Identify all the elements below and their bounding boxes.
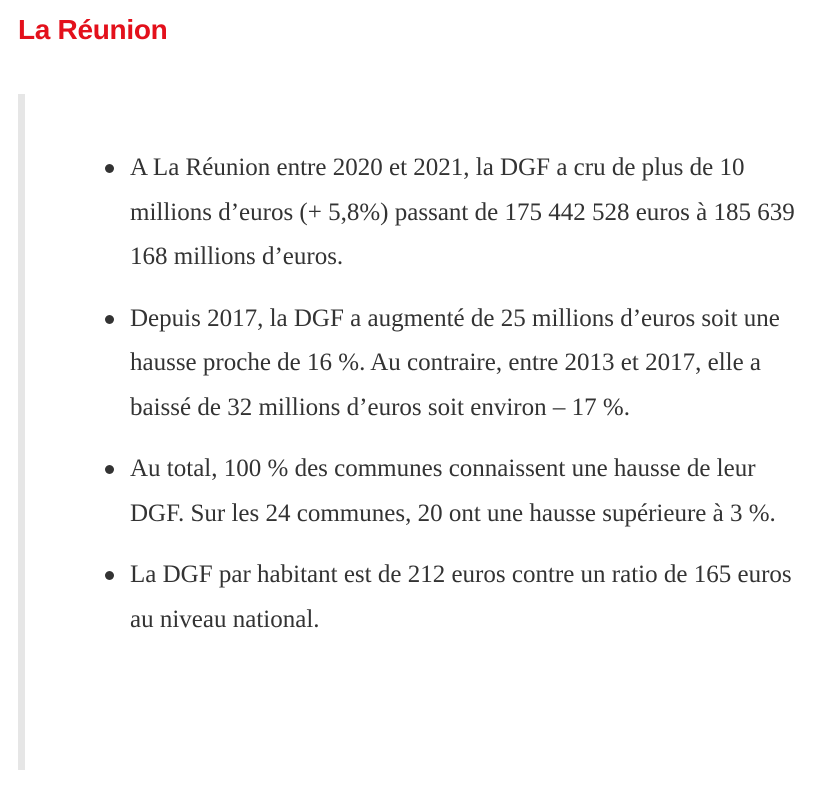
list-item-text: Au total, 100 % des communes connaissent une hausse de leur DGF. Sur les 24 communes, 20 ont une hausse supérieure à 3 %. — [130, 455, 776, 527]
blockquote — [18, 94, 808, 770]
list-item-text: La DGF par habitant est de 212 euros contre un ratio de 165 euros au niveau national. — [130, 561, 792, 633]
list-item — [103, 553, 803, 642]
list-item-text: A La Réunion entre 2020 et 2021, la DGF a cru de plus de 10 millions d’euros (+ 5,8%) passant de 175 442 528 euros à 185 639 168 millions d’euros. — [130, 154, 795, 270]
list-item-text: Depuis 2017, la DGF a augmenté de 25 millions d’euros soit une hausse proche de 16 %. Au contraire, entre 2013 et 2017, elle a baissé de 32 millions d’euros soit environ – 17 %. — [130, 304, 780, 421]
page-title: La Réunion — [18, 14, 168, 45]
bullet-icon — [105, 465, 114, 474]
list-item — [103, 297, 803, 431]
list-item — [103, 146, 803, 280]
bullet-icon — [105, 164, 114, 173]
bullet-list — [103, 146, 803, 659]
bullet-icon — [105, 315, 114, 324]
bullet-icon — [105, 571, 114, 580]
list-item — [103, 447, 803, 536]
